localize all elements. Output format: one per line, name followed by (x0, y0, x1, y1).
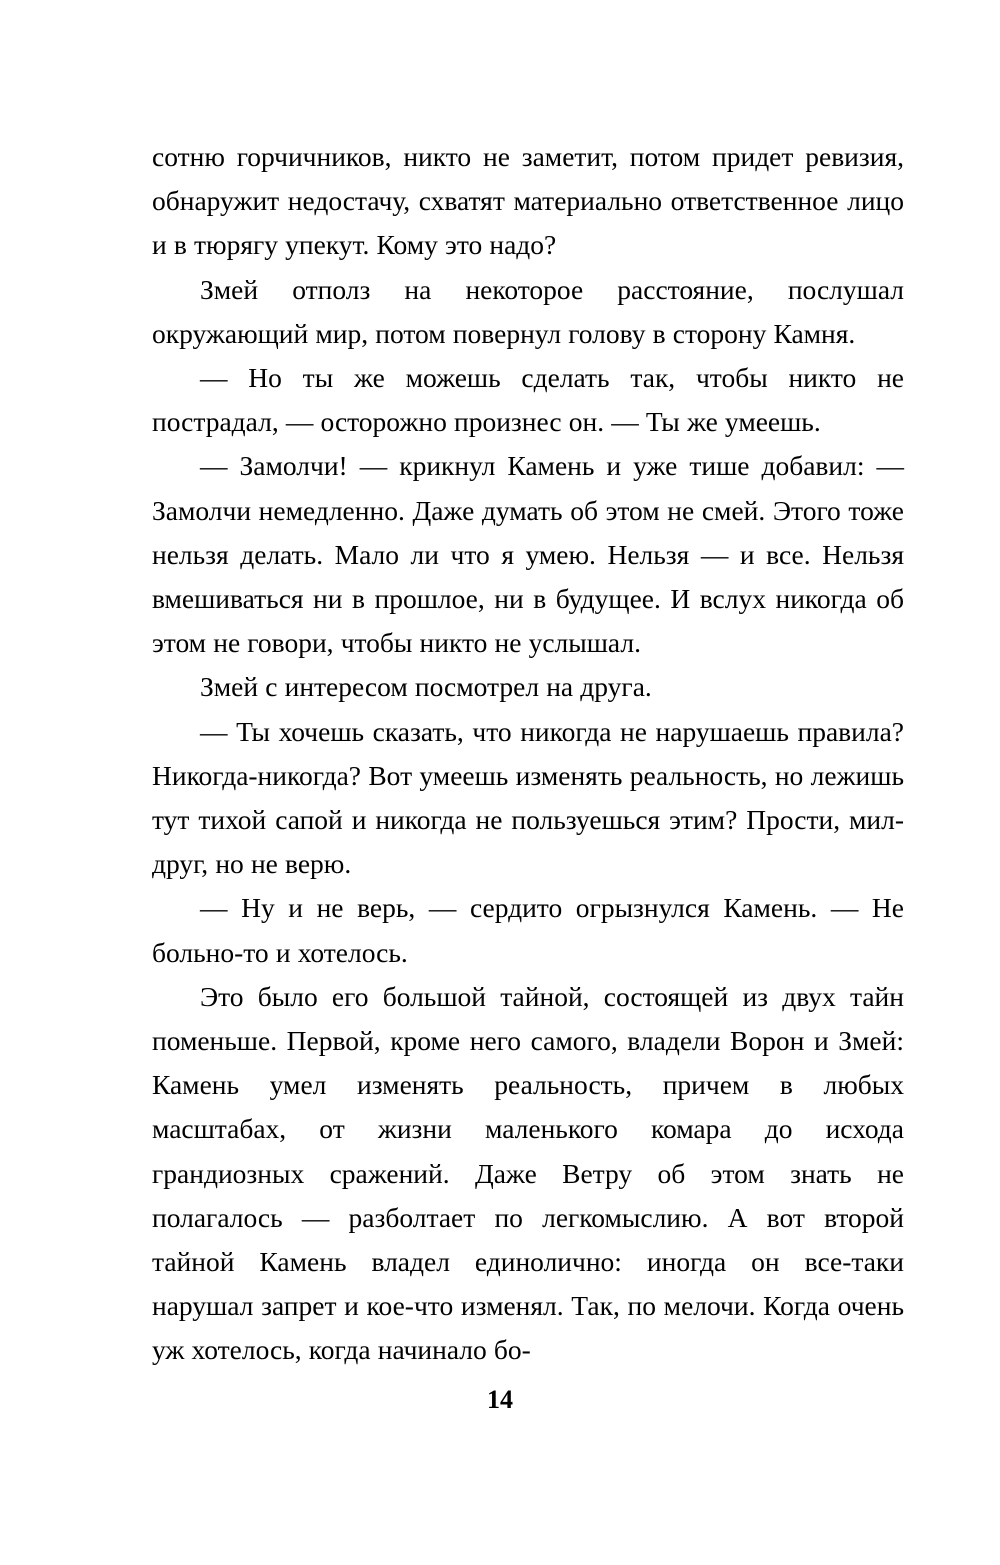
paragraph: — Замолчи! — крикнул Камень и уже тише добавил: — Замолчи немедленно. Даже думать об этом не смей. Этого тоже нельзя делать. Мало ли что я умею. Нельзя — и все. Нельзя вмешиваться ни в прошлое, ни в будущее. И вслух никогда об этом не говори, чтобы никто не услышал. (152, 450, 904, 659)
paragraph: — Но ты же можешь сделать так, чтобы никто не пострадал, — осторожно произнес он. — Ты же умеешь. (152, 362, 904, 438)
page-number: 14 (487, 1385, 513, 1414)
paragraph: сотню горчичников, никто не заметит, потом придет ревизия, обнаружит недостачу, схватят материально ответственное лицо и в тюрягу упекут. Кому это надо? (152, 141, 904, 261)
paragraph: — Ты хочешь сказать, что никогда не нарушаешь правила? Никогда-никогда? Вот умеешь изменять реальность, но лежишь тут тихой сапой и никогда не пользуешься этим? Прости, мил-друг, но не верю. (152, 715, 904, 880)
paragraph: Змей с интересом посмотрел на друга. (200, 671, 652, 703)
page-text-block (152, 135, 904, 1373)
paragraph: — Ну и не верь, — сердито огрызнулся Камень. — Не больно-то и хотелось. (152, 892, 904, 968)
paragraph: Это было его большой тайной, состоящей из двух тайн поменьше. Первой, кроме него самого, владели Ворон и Змей: Камень умел изменять реальность, причем в любых масштабах, от жизни маленького комара до исхода грандиозных сражений. Даже Ветру об этом знать не полагалось — разболтает по легкомыслию. А вот второй тайной Камень владел единолично: иногда он все-таки нарушал запрет и кое-что изменял. Так, по мелочи. Когда очень уж хотелось, когда начинало бо- (152, 980, 904, 1366)
paragraph: Змей отполз на некоторое расстояние, послушал окружающий мир, потом повернул голову в сторону Камня. (152, 273, 904, 349)
